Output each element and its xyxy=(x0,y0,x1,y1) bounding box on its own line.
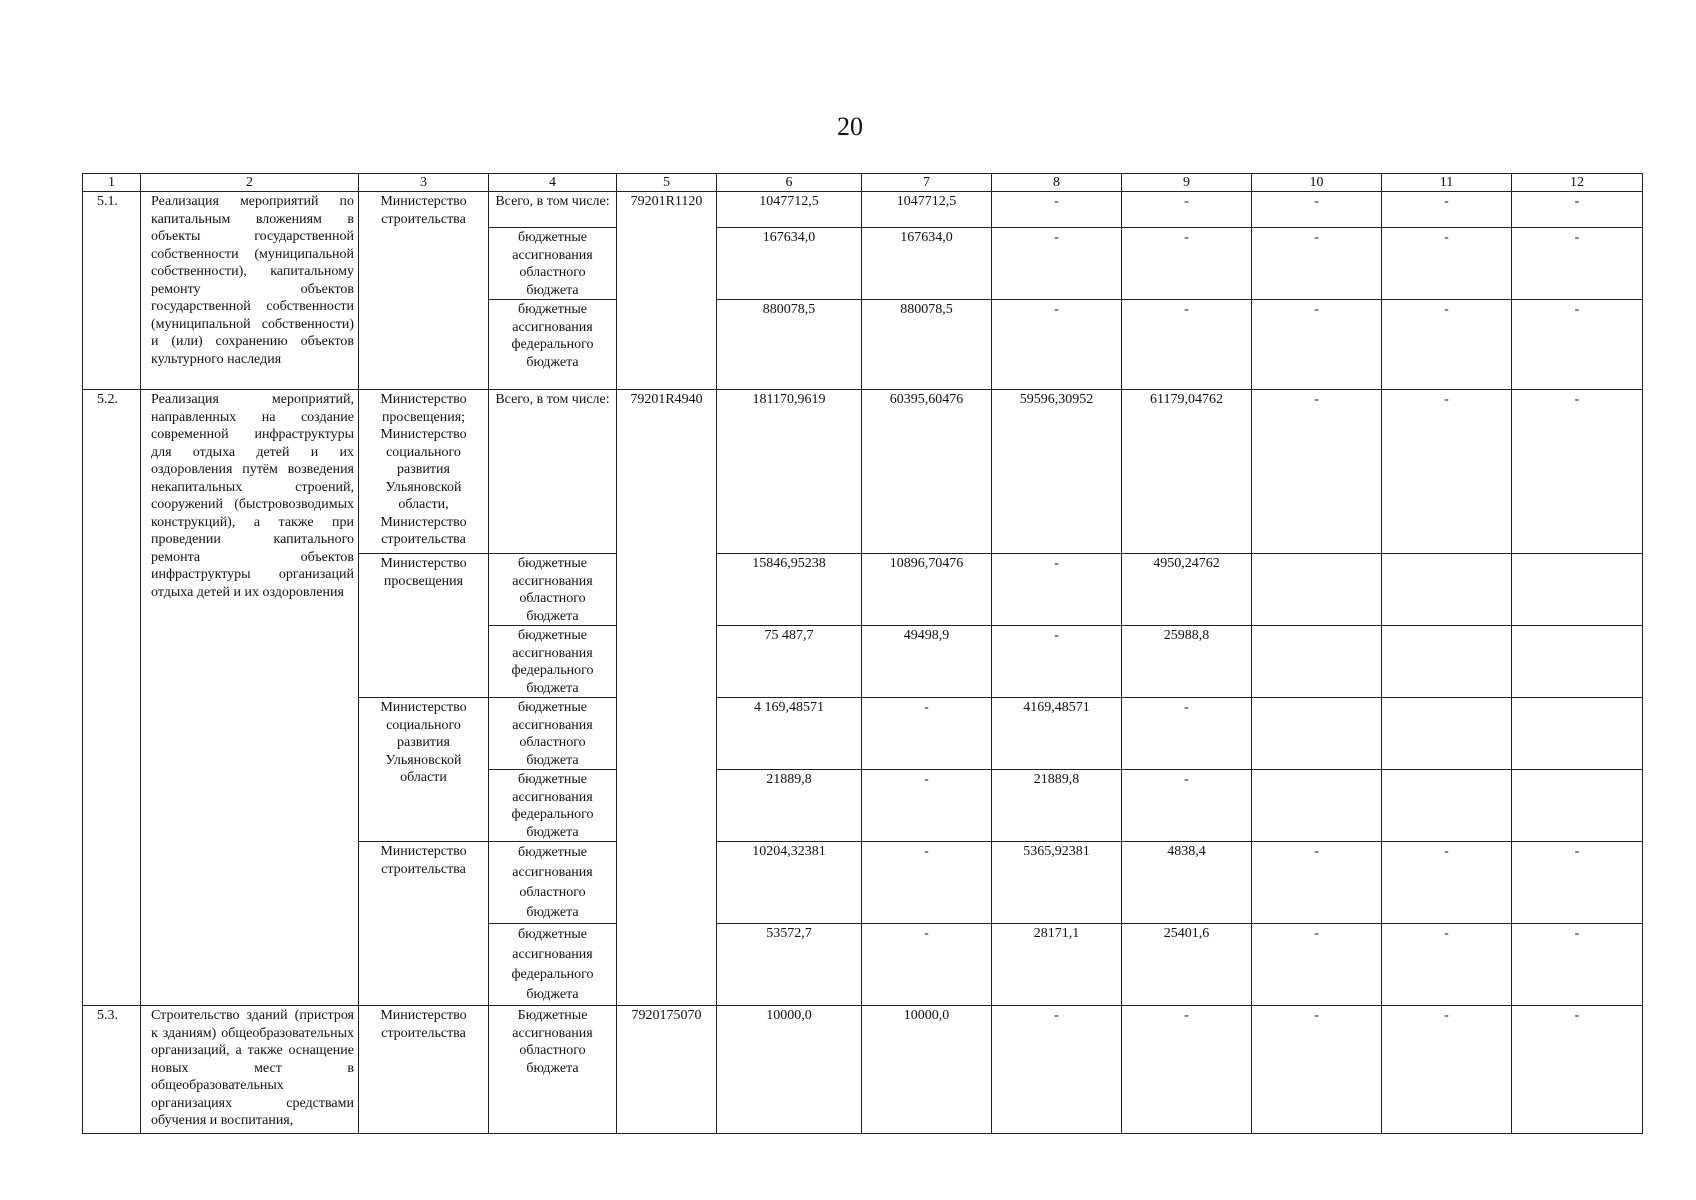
measure-title: Строительство зданий (пристроя к зданиям) общеобразовательных организаций, а также оснащение новых мест в общеобразовательных организациях средствами обучения и воспитания, xyxy=(141,1006,359,1134)
measure-title: Реализация мероприятий, направленных на создание современной инфраструктуры для отдыха детей и их оздоровления путём возведения некапитальных строений, сооружений (быстровозводимых конструкций), а также при проведении капитального ремонта объектов инфраструктуры организаций отдыха детей и их оздоровления xyxy=(141,390,359,1006)
executor: Министерство просвещения xyxy=(359,554,489,698)
amount-year-3: - xyxy=(1122,770,1252,842)
amount-year-6: - xyxy=(1512,1006,1643,1134)
amount-year-4: - xyxy=(1252,300,1382,390)
amount-year-2: - xyxy=(992,1006,1122,1134)
amount-total: 880078,5 xyxy=(717,300,862,390)
funding-source: Всего, в том числе: xyxy=(489,390,617,554)
amount-total: 10000,0 xyxy=(717,1006,862,1134)
funding-source: бюджетные ассигнования федерального бюджета xyxy=(489,924,617,1006)
amount-year-2: - xyxy=(992,228,1122,300)
empty-cell xyxy=(1512,626,1643,698)
amount-year-4: - xyxy=(1252,192,1382,228)
amount-total: 181170,9619 xyxy=(717,390,862,554)
amount-year-6: - xyxy=(1512,842,1643,924)
empty-cell xyxy=(1382,626,1512,698)
amount-year-5: - xyxy=(1382,924,1512,1006)
funding-source: бюджетные ассигнования областного бюджета xyxy=(489,228,617,300)
amount-year-5: - xyxy=(1382,192,1512,228)
amount-year-4: - xyxy=(1252,390,1382,554)
amount-year-5: - xyxy=(1382,228,1512,300)
executor: Министерство строительства xyxy=(359,1006,489,1134)
executor: Министерство просвещения; Министерство социального развития Ульяновской области, Министерство строительства xyxy=(359,390,489,554)
executor: Министерство строительства xyxy=(359,842,489,1006)
amount-year-1: - xyxy=(862,770,992,842)
amount-year-5: - xyxy=(1382,842,1512,924)
funding-source: Всего, в том числе: xyxy=(489,192,617,228)
col-header: 12 xyxy=(1512,174,1643,192)
amount-year-6: - xyxy=(1512,300,1643,390)
amount-year-2: - xyxy=(992,626,1122,698)
amount-year-2: 21889,8 xyxy=(992,770,1122,842)
col-header: 10 xyxy=(1252,174,1382,192)
funding-source: бюджетные ассигнования областного бюджета xyxy=(489,554,617,626)
header-row xyxy=(83,174,1643,192)
funding-source: Бюджетные ассигнования областного бюджета xyxy=(489,1006,617,1134)
amount-year-3: 61179,04762 xyxy=(1122,390,1252,554)
funding-source: бюджетные ассигнования областного бюджета xyxy=(489,842,617,924)
empty-cell xyxy=(1252,626,1382,698)
amount-year-3: - xyxy=(1122,300,1252,390)
row-number: 5.3. xyxy=(83,1006,141,1134)
amount-year-4: - xyxy=(1252,228,1382,300)
amount-year-2: 5365,92381 xyxy=(992,842,1122,924)
empty-cell xyxy=(1382,554,1512,626)
amount-year-1: 167634,0 xyxy=(862,228,992,300)
amount-year-5: - xyxy=(1382,1006,1512,1134)
amount-year-6: - xyxy=(1512,192,1643,228)
budget-table xyxy=(82,173,1643,1134)
empty-cell xyxy=(1252,698,1382,770)
budget-code: 7920175070 xyxy=(617,1006,717,1134)
amount-year-2: - xyxy=(992,300,1122,390)
amount-year-1: 10896,70476 xyxy=(862,554,992,626)
amount-year-3: - xyxy=(1122,1006,1252,1134)
amount-year-4: - xyxy=(1252,924,1382,1006)
measure-title: Реализация мероприятий по капитальным вложениям в объекты государственной собственности (муниципальной собственности), капитальному ремонту объектов государственной собственности (муниципальной собственности) и (или) сохранению объектов культурного наследия xyxy=(141,192,359,390)
amount-year-3: 25401,6 xyxy=(1122,924,1252,1006)
empty-cell xyxy=(1512,554,1643,626)
empty-cell xyxy=(1512,770,1643,842)
amount-year-3: - xyxy=(1122,698,1252,770)
empty-cell xyxy=(1252,554,1382,626)
funding-source: бюджетные ассигнования федерального бюджета xyxy=(489,626,617,698)
col-header: 4 xyxy=(489,174,617,192)
amount-year-3: 4950,24762 xyxy=(1122,554,1252,626)
amount-year-6: - xyxy=(1512,228,1643,300)
amount-total: 167634,0 xyxy=(717,228,862,300)
col-header: 7 xyxy=(862,174,992,192)
amount-total: 53572,7 xyxy=(717,924,862,1006)
row-number: 5.1. xyxy=(83,192,141,390)
budget-code: 79201R1120 xyxy=(617,192,717,390)
empty-cell xyxy=(1252,770,1382,842)
amount-year-1: 1047712,5 xyxy=(862,192,992,228)
page-number: 20 xyxy=(837,112,863,141)
amount-year-1: 49498,9 xyxy=(862,626,992,698)
amount-year-1: - xyxy=(862,698,992,770)
col-header: 1 xyxy=(83,174,141,192)
col-header: 9 xyxy=(1122,174,1252,192)
amount-year-1: - xyxy=(862,842,992,924)
amount-year-2: 59596,30952 xyxy=(992,390,1122,554)
amount-year-4: - xyxy=(1252,1006,1382,1134)
amount-year-5: - xyxy=(1382,300,1512,390)
amount-year-1: 880078,5 xyxy=(862,300,992,390)
table-row xyxy=(83,390,1643,554)
amount-total: 4 169,48571 xyxy=(717,698,862,770)
amount-year-5: - xyxy=(1382,390,1512,554)
amount-total: 10204,32381 xyxy=(717,842,862,924)
amount-total: 15846,95238 xyxy=(717,554,862,626)
amount-year-1: 60395,60476 xyxy=(862,390,992,554)
empty-cell xyxy=(1382,698,1512,770)
amount-year-2: 28171,1 xyxy=(992,924,1122,1006)
col-header: 8 xyxy=(992,174,1122,192)
amount-year-4: - xyxy=(1252,842,1382,924)
amount-year-3: - xyxy=(1122,192,1252,228)
col-header: 6 xyxy=(717,174,862,192)
amount-year-6: - xyxy=(1512,924,1643,1006)
empty-cell xyxy=(1512,698,1643,770)
col-header: 2 xyxy=(141,174,359,192)
amount-year-3: 25988,8 xyxy=(1122,626,1252,698)
amount-total: 1047712,5 xyxy=(717,192,862,228)
col-header: 3 xyxy=(359,174,489,192)
amount-year-2: - xyxy=(992,192,1122,228)
amount-year-6: - xyxy=(1512,390,1643,554)
funding-source: бюджетные ассигнования федерального бюджета xyxy=(489,770,617,842)
amount-year-1: - xyxy=(862,924,992,1006)
budget-code: 79201R4940 xyxy=(617,390,717,1006)
table-row xyxy=(83,1006,1643,1134)
amount-year-2: 4169,48571 xyxy=(992,698,1122,770)
table-row xyxy=(83,192,1643,228)
amount-year-3: - xyxy=(1122,228,1252,300)
col-header: 5 xyxy=(617,174,717,192)
empty-cell xyxy=(1382,770,1512,842)
col-header: 11 xyxy=(1382,174,1512,192)
amount-total: 21889,8 xyxy=(717,770,862,842)
amount-year-1: 10000,0 xyxy=(862,1006,992,1134)
row-number: 5.2. xyxy=(83,390,141,1006)
amount-year-3: 4838,4 xyxy=(1122,842,1252,924)
executor: Министерство строительства xyxy=(359,192,489,390)
executor: Министерство социального развития Ульяновской области xyxy=(359,698,489,842)
amount-year-2: - xyxy=(992,554,1122,626)
funding-source: бюджетные ассигнования федерального бюджета xyxy=(489,300,617,390)
funding-source: бюджетные ассигнования областного бюджета xyxy=(489,698,617,770)
amount-total: 75 487,7 xyxy=(717,626,862,698)
